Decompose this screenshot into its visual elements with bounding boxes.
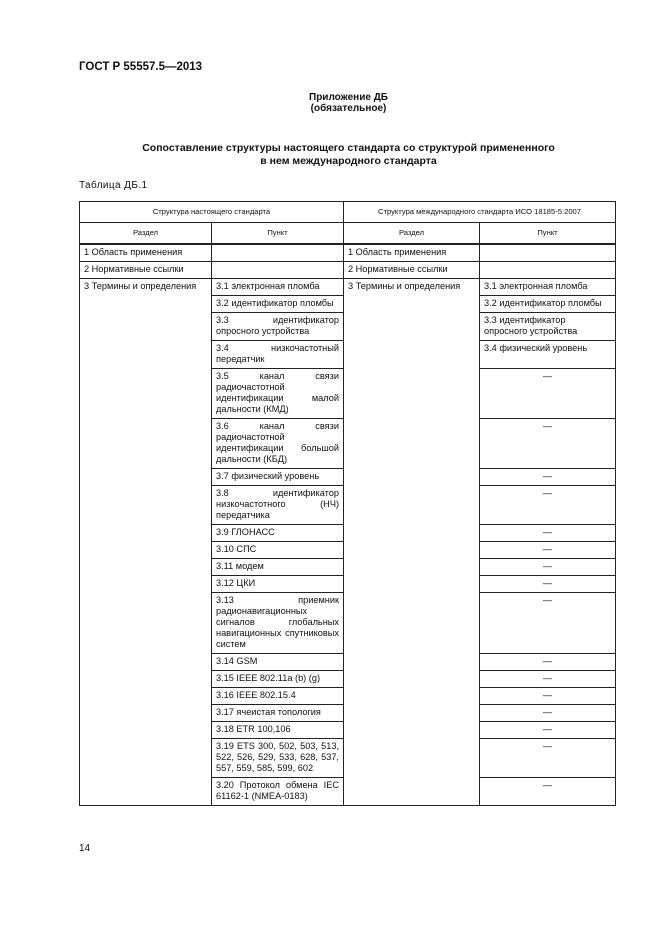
clause-cell: 3.19 ETS 300, 502, 503, 513, 522, 526, 529, 533, 628, 537, 557, 559, 585, 599, 602 [212, 739, 344, 778]
appendix-title: Приложение ДБ [309, 92, 388, 103]
group-header-national: Структура настоящего стандарта [80, 202, 344, 223]
table-row [80, 244, 616, 262]
page-number: 14 [79, 843, 91, 854]
clause-cell: — [480, 671, 616, 688]
clause-cell: 3.20 Протокол обмена IEC 61162-1 (NMEA-0183) [212, 778, 344, 806]
clause-cell: 3.1 электронная пломба [212, 279, 344, 296]
table-cell: 2 Нормативные ссылки [344, 262, 480, 279]
clause-cell: 3.12 ЦКИ [212, 576, 344, 593]
clause-cell: 3.18 ETR 100,106 [212, 722, 344, 739]
clause-cell: 3.1 электронная пломба [480, 279, 616, 296]
table-cell [212, 244, 344, 262]
section-cell: 3 Термины и определения [80, 279, 212, 806]
appendix-subtitle: (обязательное) [310, 103, 387, 114]
document-title [0, 142, 661, 168]
col-header-section: Раздел [344, 223, 480, 245]
table-row [80, 262, 616, 279]
clause-cell: 3.9 ГЛОНАСС [212, 525, 344, 542]
clause-cell: — [480, 593, 616, 654]
clause-cell: 3.4 низкочастотный передатчик [212, 341, 344, 369]
comparison-table [79, 201, 616, 806]
col-header-clause: Пункт [212, 223, 344, 245]
clause-cell: — [480, 542, 616, 559]
table-cell [480, 262, 616, 279]
clause-cell: — [480, 722, 616, 739]
clause-cell: 3.4 физический уровень [480, 341, 616, 369]
document-code: ГОСТ Р 55557.5—2013 [79, 61, 203, 73]
clause-cell: 3.3 идентификатор опросного устройства [212, 313, 344, 341]
appendix-heading [0, 92, 661, 114]
clause-cell: 3.2 идентификатор пломбы [480, 296, 616, 313]
table-cell: 1 Область применения [344, 244, 480, 262]
col-header-clause: Пункт [480, 223, 616, 245]
table-cell [480, 244, 616, 262]
table-caption: Таблица ДБ.1 [79, 180, 148, 191]
clause-cell: — [480, 525, 616, 542]
col-header-section: Раздел [80, 223, 212, 245]
clause-cell: 3.5 канал связи радиочастотной идентификации малой дальности (КМД) [212, 369, 344, 419]
table-cell [212, 262, 344, 279]
clause-cell: — [480, 576, 616, 593]
group-header-international: Структура международного стандарта ИСО 18185-5:2007 [344, 202, 616, 223]
clause-cell: — [480, 654, 616, 671]
clause-cell: 3.17 ячеистая топология [212, 705, 344, 722]
clause-cell: 3.8 идентификатор низкочастотного (НЧ) передатчика [212, 486, 344, 525]
clause-cell: 3.2 идентификатор пломбы [212, 296, 344, 313]
clause-cell: 3.7 физический уровень [212, 469, 344, 486]
clause-cell: — [480, 469, 616, 486]
table-cell: 1 Область применения [80, 244, 212, 262]
clause-cell: — [480, 559, 616, 576]
clause-cell: 3.10 СПС [212, 542, 344, 559]
clause-cell: — [480, 369, 616, 419]
section-cell: 3 Термины и определения [344, 279, 480, 806]
clause-cell: 3.3 идентификатор опросного устройства [480, 313, 616, 341]
clause-cell: — [480, 688, 616, 705]
clause-cell: — [480, 486, 616, 525]
clause-cell: 3.16 IEEE 802.15.4 [212, 688, 344, 705]
clause-cell: 3.15 IEEE 802.11a (b) (g) [212, 671, 344, 688]
clause-cell: 3.11 модем [212, 559, 344, 576]
clause-cell: — [480, 419, 616, 469]
clause-cell: — [480, 705, 616, 722]
document-title-line-1: Сопоставление структуры настоящего стандарта со структурой примененного [142, 142, 555, 154]
table-row [80, 279, 616, 296]
clause-cell: 3.14 GSM [212, 654, 344, 671]
clause-cell: 3.13 приемник радионавигационных сигналов глобальных навигационных спутниковых систем [212, 593, 344, 654]
clause-cell: 3.6 канал связи радиочастотной идентификации большой дальности (КБД) [212, 419, 344, 469]
clause-cell: — [480, 778, 616, 806]
clause-cell: — [480, 739, 616, 778]
table-cell: 2 Нормативные ссылки [80, 262, 212, 279]
document-title-line-2: в нем международного стандарта [260, 155, 437, 167]
